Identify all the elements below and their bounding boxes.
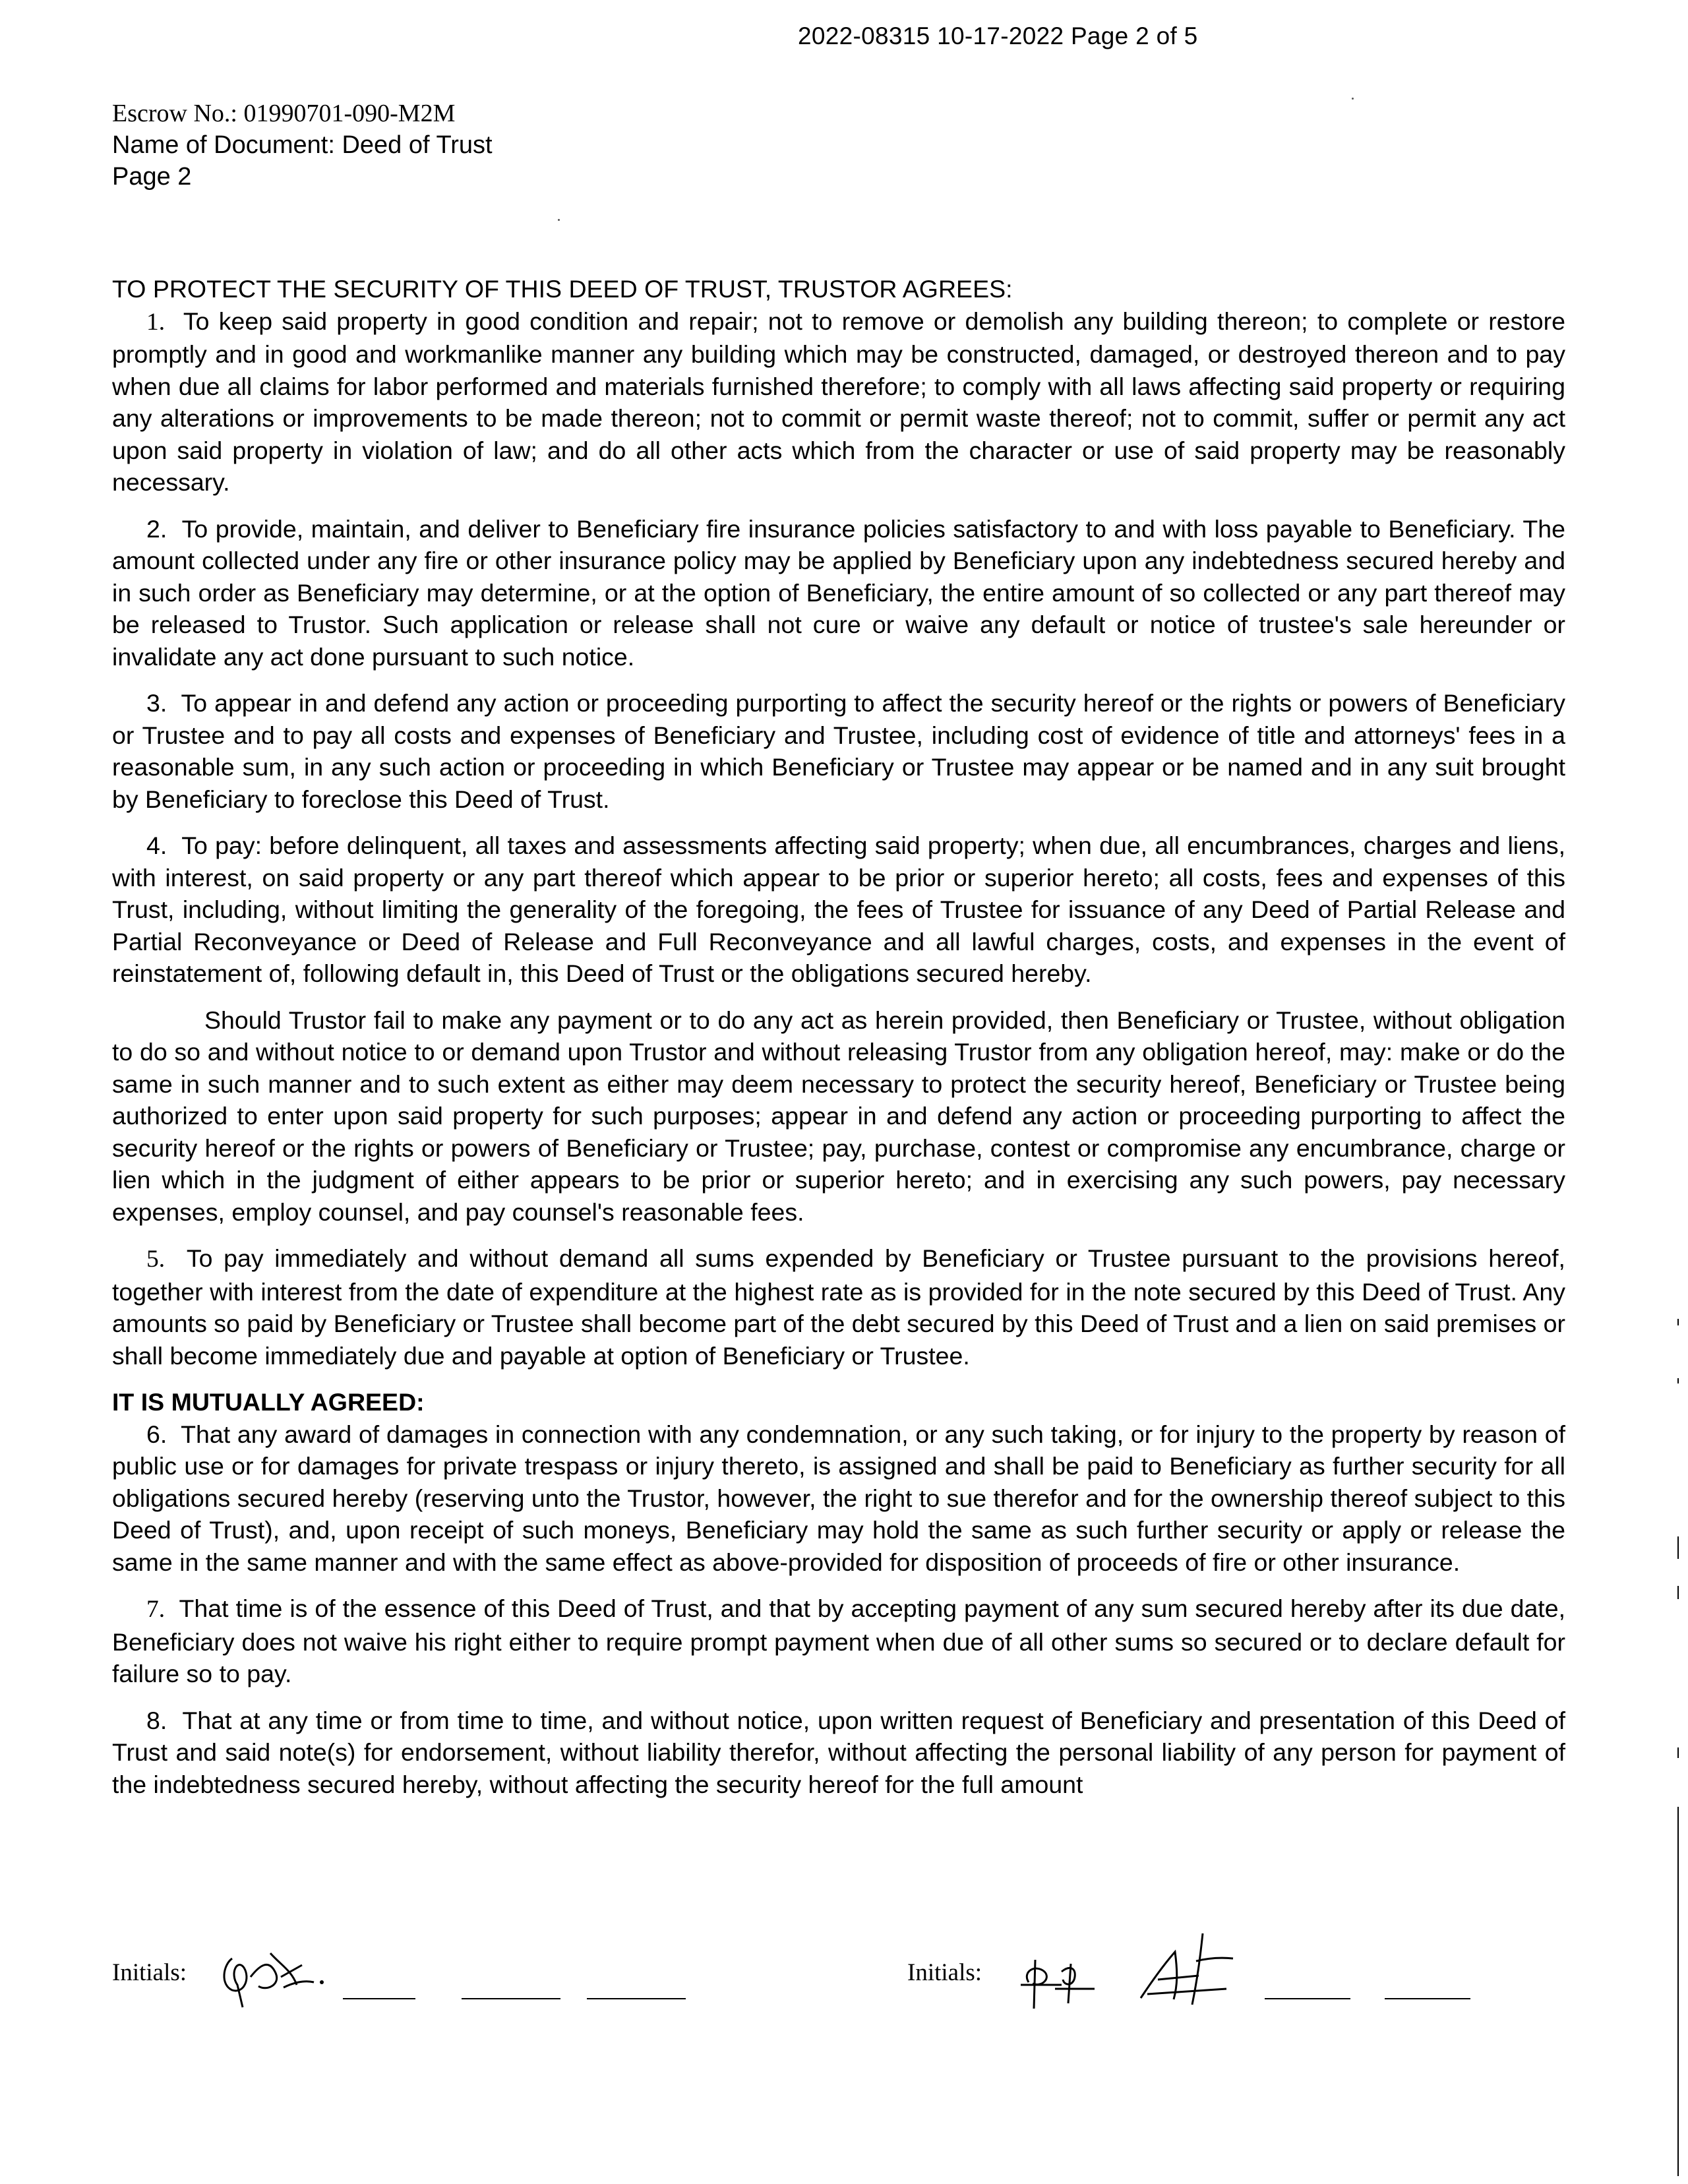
scan-edge-mark — [1677, 1378, 1679, 1383]
initials-right-blank-1 — [1265, 1998, 1350, 1999]
scan-edge-mark — [1677, 1536, 1679, 1559]
escrow-number: Escrow No.: 01990701-090-M2M — [112, 100, 456, 127]
paragraph-4-continued: Should Trustor fail to make any payment or to do any act as herein provided, then Beneficiary or Trustee, without obligation to do so and without notice to or demand upon Trustor and without releasing Trustor from any obligation hereof, may: make or do the same in such manner and to such extent as either may deem necessary to protect the security hereof, Beneficiary or Trustee being authorized to enter upon said property for such purposes; appear in and defend any action or proceeding purporting to affect the security hereof or the rights or powers of Beneficiary or Trustee; pay, purchase, contest or compromise any encumbrance, charge or lien which in the judgment of either appears to be prior or superior hereto; and in exercising any such powers, pay necessary expenses, employ counsel, and pay counsel's reasonable fees. — [112, 1006, 1565, 1226]
scan-edge-mark — [1677, 1807, 1679, 2176]
initials-left-label: Initials: — [112, 1959, 187, 1986]
page-label: Page 2 — [112, 163, 192, 191]
initials-right — [907, 1958, 982, 1987]
initials-right-signature-1 — [1015, 1945, 1108, 2011]
paragraph-4: 4. To pay: before delinquent, all taxes and assessments affecting said property; when due, all encumbrances, charges and liens, with interest, on said property or any part thereof which appear to be prior or superior hereto; all costs, fees and expenses of this Trust, including, without limiting the generality of the foregoing, the fees of Trustee for issuance of any Deed of Partial Release and Partial Reconveyance or Deed of Release and Full Reconveyance and all lawful charges, costs, and expenses in the event of reinstatement of, following default in, this Deed of Trust or the obligations secured hereby. — [112, 832, 1565, 987]
scan-speck — [1352, 98, 1354, 100]
initials-left-blank-2 — [462, 1998, 560, 1999]
section-heading-mutually-agreed: IT IS MUTUALLY AGREED: — [112, 1388, 425, 1416]
paragraph-8: 8. That at any time or from time to time, and without notice, upon written request of Beneficiary and presentation of this Deed of Trust and said note(s) for endorsement, without liability therefor, without affecting the personal liability of any person for payment of the indebtedness secured hereby, without affecting the security hereof for the full amount — [112, 1706, 1565, 1798]
paragraph-3: 3. To appear in and defend any action or proceeding purporting to affect the security hereof or the rights or powers of Beneficiary or Trustee and to pay all costs and expenses of Beneficiary and Trustee, including cost of evidence of title and attorneys' fees in a reasonable sum, in any such action or proceeding in which Beneficiary or Trustee may appear or be named and in any suit brought by Beneficiary to foreclose this Deed of Trust. — [112, 689, 1565, 813]
scan-edge-mark — [1677, 1319, 1679, 1325]
initials-left-blank-3 — [587, 1998, 686, 1999]
escrow-block — [112, 98, 493, 193]
initials-left-blank-1 — [343, 1998, 415, 1999]
paragraph-2: 2. To provide, maintain, and deliver to Beneficiary fire insurance policies satisfactory to and with loss payable to Beneficiary. The amount collected under any fire or other insurance policy may be applied by Beneficiary upon any indebtedness secured hereby and in such order as Beneficiary may determine, or at the option of Beneficiary, the entire amount of so collected or any part thereof may be released to Trustor. Such application or release shall not cure or waive any default or notice of trustee's sale hereunder or invalidate any act done pursuant to such notice. — [112, 514, 1565, 671]
scan-edge-mark — [1677, 1586, 1679, 1599]
scan-speck — [558, 219, 560, 221]
paragraph-5: 5. To pay immediately and without demand all sums expended by Beneficiary or Trustee pursuant to the provisions hereof, together with interest from the date of expenditure at the highest rate as is provided for in the note secured by this Deed of Trust. Any amounts so paid by Beneficiary or Trustee shall become part of the debt secured by this Deed of Trust and a lien on said premises or shall become immediately due and payable at option of Beneficiary or Trustee. — [112, 1244, 1565, 1370]
initials-right-label: Initials: — [907, 1959, 982, 1986]
section-heading-trustor-agrees: TO PROTECT THE SECURITY OF THIS DEED OF TRUST, TRUSTOR AGREES: — [112, 275, 1013, 303]
initials-right-blank-2 — [1385, 1998, 1470, 1999]
paragraph-1: 1. To keep said property in good condition and repair; not to remove or demolish any building thereon; to complete or restore promptly and in good and workmanlike manner any building which may be constructed, damaged, or destroyed thereon and to pay when due all claims for labor performed and materials furnished therefore; to comply with all laws affecting said property or requiring any alterations or improvements to be made thereon; not to commit or permit waste thereof; not to commit, suffer or permit any act upon said property in violation of law; and do all other acts which from the character or use of said property may be reasonably necessary. — [112, 307, 1565, 496]
recording-stamp: 2022-08315 10-17-2022 Page 2 of 5 — [798, 22, 1198, 49]
document-body — [112, 273, 1565, 1815]
paragraph-6: 6. That any award of damages in connection with any condemnation, or any such taking, or for injury to the property by reason of public use or for damages for private trespass or injury thereto, is assigned and shall be paid to Beneficiary as further security for all obligations secured hereby (reserving unto the Trustor, however, the right to sue therefor and for the ownership thereof subject to this Deed of Trust), and, upon receipt of such moneys, Beneficiary may hold the same as such further security or apply or release the same in the same manner and with the same effect as above-provided for disposition of proceeds of fire or other insurance. — [112, 1420, 1565, 1576]
initials-right-signature-2 — [1134, 1926, 1246, 2011]
paragraph-7: 7. That time is of the essence of this Deed of Trust, and that by accepting payment of any sum secured hereby after its due date, Beneficiary does not waive his right either to require prompt payment when due of all other sums so secured or to declare default for failure so to pay. — [112, 1594, 1565, 1687]
scan-edge-mark — [1677, 1747, 1679, 1758]
initials-left — [112, 1958, 187, 1987]
document-name: Name of Document: Deed of Trust — [112, 131, 493, 159]
initials-left-signature — [218, 1939, 343, 2011]
